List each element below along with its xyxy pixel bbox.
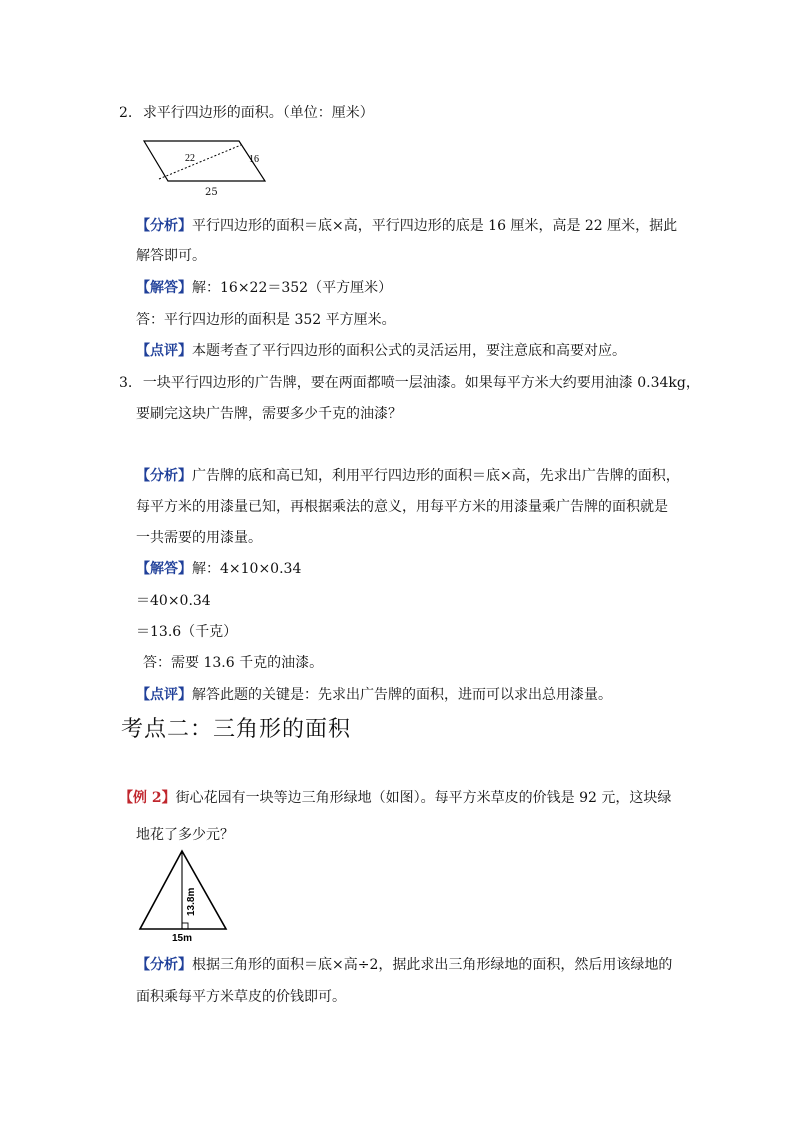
q2-answer-text: 解：16×22＝352（平方厘米） <box>192 280 393 296</box>
example2-tag: 【例 2】 <box>119 790 176 806</box>
parallelogram-base-text: 25 <box>205 187 218 198</box>
q2-review-tag: 【点评】 <box>136 343 192 359</box>
q3-question-line1 <box>119 373 700 393</box>
triangle-shape <box>140 851 226 929</box>
q2-answer-line1 <box>136 278 392 298</box>
q2-number: 2. <box>119 105 133 121</box>
q3-analysis-text: 广告牌的底和高已知，利用平行四边形的面积＝底×高，先求出广告牌的面积， <box>192 468 680 484</box>
q3-answer-line3: ＝13.6（千克） <box>136 624 238 640</box>
height-label: 13.8m <box>186 887 197 916</box>
q2-answer-tag: 【解答】 <box>136 280 192 296</box>
q3-answer-line1 <box>136 559 301 579</box>
example2-analysis-line2: 面积乘每平方米草皮的价钱即可。 <box>136 989 346 1005</box>
side-label: 16 <box>249 154 259 165</box>
q2-question-text: 求平行四边形的面积。（单位：厘米） <box>142 105 374 121</box>
q2-answer-line2: 答：平行四边形的面积是 352 平方厘米。 <box>136 312 396 328</box>
q3-analysis-tag: 【分析】 <box>136 468 192 484</box>
q3-review-text: 解答此题的关键是：先求出广告牌的面积，进而可以求出总用漆量。 <box>192 687 612 703</box>
q3-answer-line4: 答：需要 13.6 千克的油漆。 <box>143 655 324 671</box>
example2-question-line1 <box>119 788 671 808</box>
parallelogram-figure <box>138 133 268 183</box>
q3-analysis-line2: 每平方米的用漆量已知，再根据乘法的意义，用每平方米的用漆量乘广告牌的面积就是 <box>136 499 668 515</box>
q3-answer-line2: ＝40×0.34 <box>136 593 211 609</box>
example2-analysis-line1 <box>136 955 672 975</box>
q2-analysis-line1 <box>136 216 677 236</box>
q3-question-line2: 要刷完这块广告牌，需要多少千克的油漆？ <box>136 406 402 422</box>
q2-analysis-line2: 解答即可。 <box>136 248 206 264</box>
q2-analysis-tag: 【分析】 <box>136 218 192 234</box>
q3-review-tag: 【点评】 <box>136 687 192 703</box>
q3-analysis-line1 <box>136 466 680 486</box>
q2-analysis-text: 平行四边形的面积＝底×高，平行四边形的底是 16 厘米，高是 22 厘米，据此 <box>192 218 678 234</box>
example2-analysis-text: 根据三角形的面积＝底×高÷2，据此求出三角形绿地的面积，然后用该绿地的 <box>192 957 673 973</box>
example2-question-text: 街心花园有一块等边三角形绿地（如图）。每平方米草皮的价钱是 92 元，这块绿 <box>175 790 672 806</box>
q2-review-text: 本题考查了平行四边形的面积公式的灵活运用，要注意底和高要对应。 <box>192 343 626 359</box>
q2-question <box>119 103 374 123</box>
right-angle-mark <box>182 923 188 929</box>
diagonal-label: 22 <box>185 153 195 164</box>
q3-review <box>136 685 612 705</box>
q2-review <box>136 341 626 361</box>
q3-answer-tag: 【解答】 <box>136 561 192 577</box>
triangle-base-label: 15m <box>172 933 193 944</box>
q3-number: 3. <box>119 375 133 391</box>
section-heading: 考点二：三角形的面积 <box>121 717 352 742</box>
example2-question-line2: 地花了多少元？ <box>136 827 234 843</box>
q3-analysis-line3: 一共需要的用漆量。 <box>136 530 262 546</box>
q3-question-text1: 一块平行四边形的广告牌，要在两面都喷一层油漆。如果每平方米大约要用油漆 0.34kg， <box>142 375 700 391</box>
q3-answer-text: 解：4×10×0.34 <box>192 561 302 577</box>
example2-analysis-tag: 【分析】 <box>136 957 192 973</box>
triangle-figure <box>136 848 232 944</box>
